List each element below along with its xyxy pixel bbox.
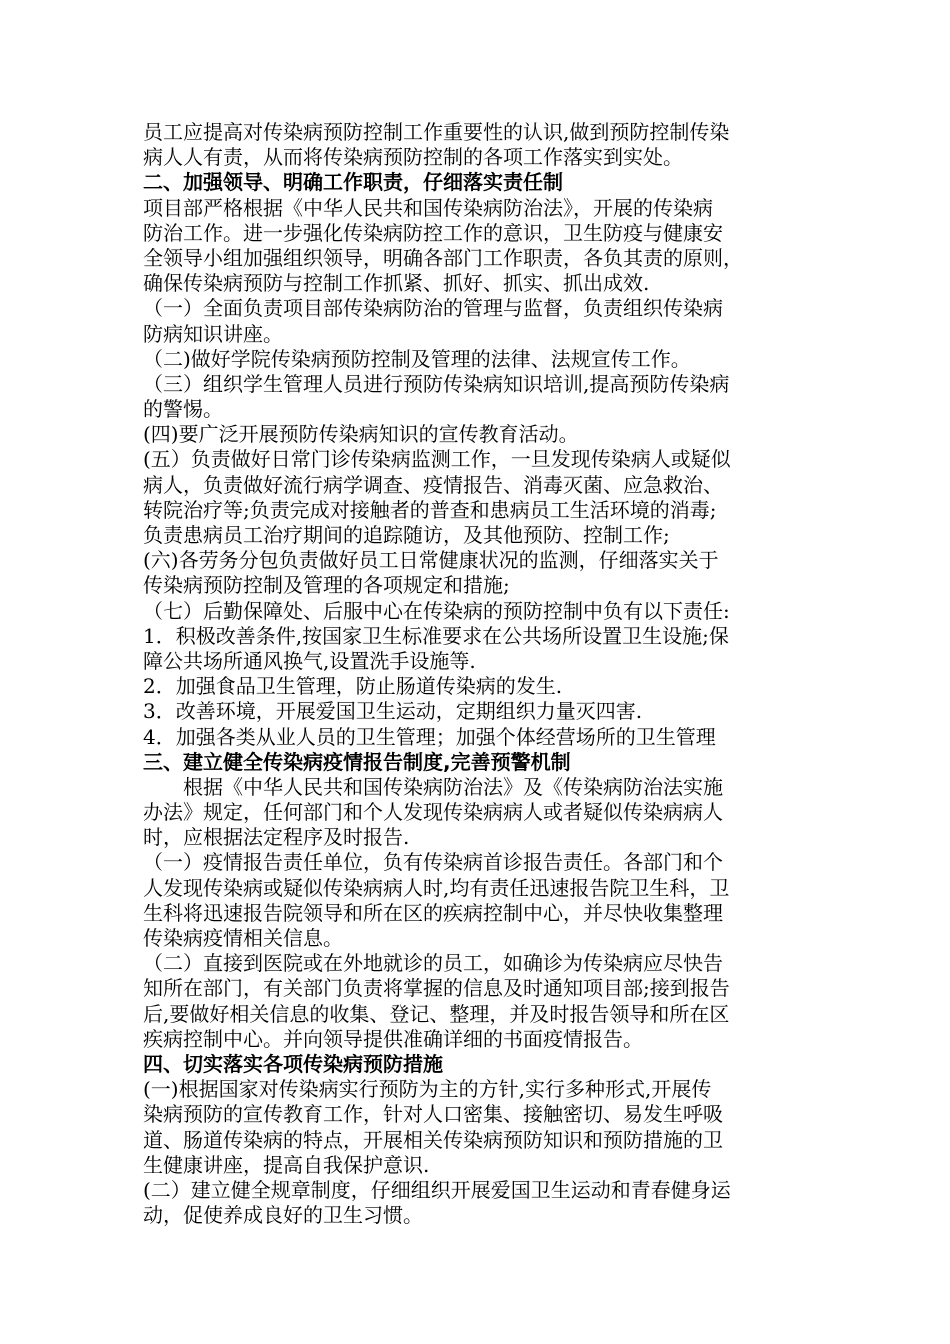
text-line: (一)根据国家对传染病实行预防为主的方针,实行多种形式,开展传 (143, 1077, 712, 1102)
text-line: （七）后勤保障处、后服中心在传染病的预防控制中负有以下责任: (143, 598, 730, 623)
text-line: 办法》规定，任何部门和个人发现传染病病人或者疑似传染病病人 (143, 800, 723, 825)
paragraph (143, 674, 808, 699)
heading-text: 二、加强领导、明确工作职责，仔细落实责任制 (143, 170, 563, 195)
text-line: （一）全面负责项目部传染病防治的管理与监督，负责组织传染病 (143, 296, 723, 321)
text-line: (六)各劳务分包负责做好员工日常健康状况的监测，仔细落实关于 (143, 548, 719, 573)
text-line: (四)要广泛开展预防传染病知识的宣传教育活动。 (143, 422, 579, 447)
text-line: 障公共场所通风换气,设置洗手设施等. (143, 648, 476, 673)
section-heading (143, 750, 808, 775)
text-line: 生健康讲座，提高自我保护意识. (143, 1152, 430, 1177)
text-line: 确保传染病预防与控制工作抓紧、抓好、抓实、抓出成效. (143, 271, 650, 296)
text-line: 3．改善环境，开展爱国卫生运动，定期组织力量灭四害. (143, 699, 643, 724)
text-line: （三）组织学生管理人员进行预防传染病知识培训,提高预防传染病 (143, 371, 730, 396)
paragraph (143, 548, 808, 598)
text-line: 人发现传染病或疑似传染病病人时,均有责任迅速报告院卫生科，卫 (143, 875, 730, 900)
paragraph (143, 422, 808, 447)
paragraph (143, 296, 808, 346)
text-line: 道、肠道传染病的特点，开展相关传染病预防知识和预防措施的卫 (143, 1127, 723, 1152)
paragraph (143, 951, 808, 1052)
paragraph (143, 775, 808, 851)
text-line: 生科将迅速报告院领导和所在区的疾病控制中心，并尽快收集整理 (143, 900, 723, 925)
text-line: （二)做好学院传染病预防控制及管理的法律、法规宣传工作。 (143, 346, 691, 371)
text-line: 项目部严格根据《中华人民共和国传染病防治法》，开展的传染病 (143, 195, 713, 220)
text-line: 员工应提高对传染病预防控制工作重要性的认识,做到预防控制传染 (143, 120, 730, 144)
heading-text: 四、切实落实各项传染病预防措施 (143, 1051, 443, 1076)
paragraph (143, 120, 808, 170)
section-heading (143, 1052, 808, 1077)
text-line: （一）疫情报告责任单位，负有传染病首诊报告责任。各部门和个 (143, 850, 723, 875)
text-line: 全领导小组加强组织领导，明确各部门工作职责，各负其责的原则， (143, 245, 743, 270)
paragraph (143, 599, 808, 624)
paragraph (143, 1077, 808, 1178)
paragraph (143, 1178, 808, 1228)
paragraph (143, 725, 808, 750)
paragraph (143, 372, 808, 422)
paragraph (143, 347, 808, 372)
heading-text: 三、建立健全传染病疫情报告制度,完善预警机制 (143, 749, 571, 774)
text-line: 传染病预防控制及管理的各项规定和措施; (143, 573, 510, 598)
text-line: 时，应根据法定程序及时报告. (143, 825, 410, 850)
text-line: 染病预防的宣传教育工作，针对人口密集、接触密切、易发生呼吸 (143, 1102, 723, 1127)
text-line: 根据《中华人民共和国传染病防治法》及《传染病防治法实施 (183, 774, 723, 799)
text-line: 转院治疗等;负责完成对接触者的普查和患病员工生活环境的消毒; (143, 497, 717, 522)
text-line: 防病知识讲座。 (143, 321, 283, 346)
section-heading (143, 170, 808, 195)
text-line: 知所在部门，有关部门负责将掌握的信息及时通知项目部;接到报告 (143, 976, 730, 1001)
document-page (143, 120, 808, 1228)
paragraph (143, 447, 808, 548)
text-line: 动，促使养成良好的卫生习惯。 (143, 1203, 423, 1228)
text-line: (五）负责做好日常门诊传染病监测工作，一旦发现传染病人或疑似 (143, 447, 731, 472)
text-line: 防治工作。进一步强化传染病防控工作的意识，卫生防疫与健康安 (143, 220, 723, 245)
paragraph (143, 196, 808, 297)
text-line: 病人，负责做好流行病学调查、疫情报告、消毒灭菌、应急救治、 (143, 472, 723, 497)
paragraph (143, 850, 808, 951)
text-line: 负责患病员工治疗期间的追踪随访，及其他预防、控制工作; (143, 523, 670, 547)
text-line: 病人人有责，从而将传染病预防控制的各项工作落实到实处。 (143, 145, 683, 170)
text-line: 后,要做好相关信息的收集、登记、整理，并及时报告领导和所在区 (143, 1001, 730, 1026)
text-line: (二）建立健全规章制度，仔细组织开展爱国卫生运动和青春健身运 (143, 1177, 731, 1202)
text-line: 2．加强食品卫生管理，防止肠道传染病的发生. (143, 674, 563, 699)
text-line: 传染病疫情相关信息。 (143, 926, 343, 950)
text-line: 1．积极改善条件,按国家卫生标准要求在公共场所设置卫生设施;保 (143, 623, 729, 648)
paragraph (143, 624, 808, 674)
paragraph (143, 699, 808, 724)
text-line: （二）直接到医院或在外地就诊的员工，如确诊为传染病应尽快告 (143, 951, 723, 976)
text-line: 疾病控制中心。并向领导提供准确详细的书面疫情报告。 (143, 1026, 643, 1051)
text-line: 4．加强各类从业人员的卫生管理；加强个体经营场所的卫生管理 (143, 724, 716, 749)
text-line: 的警惕。 (143, 397, 223, 422)
